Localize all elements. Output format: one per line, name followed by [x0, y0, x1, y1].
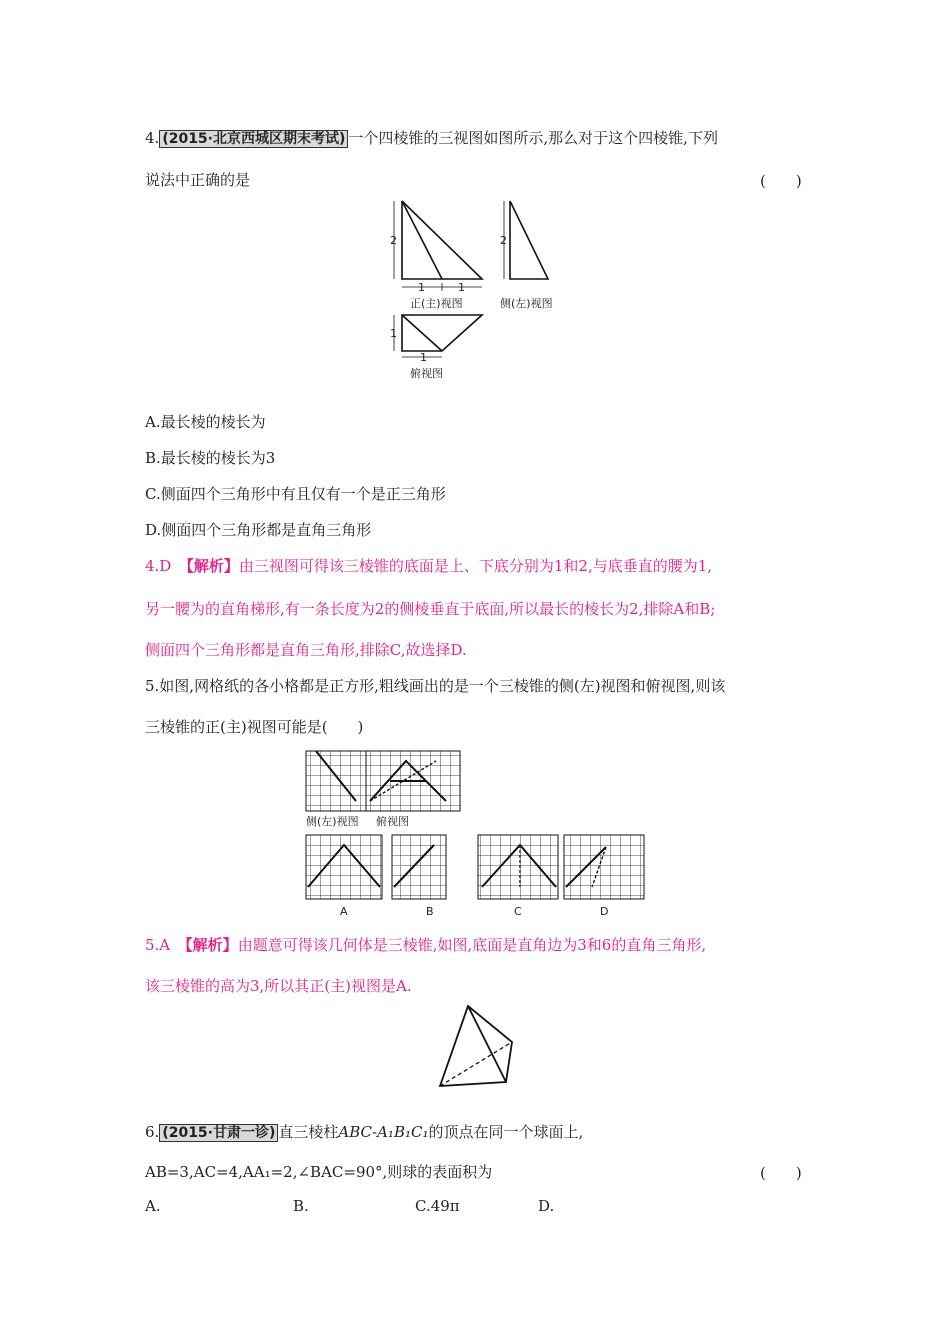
q4-side-view: [504, 201, 548, 279]
q4-answer-paren: ( ): [760, 172, 802, 190]
q4-number: 4.: [145, 129, 160, 147]
q6-option-d: D.: [538, 1197, 555, 1215]
q4-stem-line2: 说法中正确的是: [145, 171, 251, 189]
q5-side-caption: 侧(左)视图: [306, 815, 359, 828]
q5-pyramid-figure: [432, 1000, 522, 1095]
q6-number: 6.: [145, 1123, 160, 1141]
q4-answer-label: 4.D: [145, 557, 172, 575]
q5-analysis-tag: 【解析】: [185, 936, 238, 954]
q4-top-caption: 俯视图: [410, 367, 443, 380]
q5-choice-a-label: A: [340, 905, 348, 918]
q5-choice-d-grid: [564, 835, 644, 899]
q6-stem-a: 直三棱柱: [278, 1123, 339, 1141]
q4-stem1: 一个四棱锥的三视图如图所示,那么对于这个四棱锥,下列: [348, 129, 718, 147]
q5-choice-b-label: B: [426, 905, 434, 918]
q5-analysis-line1: [145, 935, 706, 955]
q5-grid-figure: [300, 745, 650, 920]
q4-option-c: C.侧面四个三角形中有且仅有一个是正三角形: [145, 485, 446, 503]
q4-analysis-tag: 【解析】: [186, 557, 239, 575]
q4-option-a: A.最长棱的棱长为: [145, 413, 266, 431]
q5-choice-d-label: D: [600, 905, 609, 918]
q5-choice-b-grid: [392, 835, 446, 899]
q5-side-view: [306, 751, 366, 811]
q6-answer-paren: ( ): [760, 1164, 802, 1182]
q5-stem-line2: 三棱锥的正(主)视图可能是( ): [145, 718, 364, 736]
q5-choice-c-label: C: [514, 905, 522, 918]
q4-front-dim-height: 2: [390, 234, 397, 247]
q4-front-dim-1: 1: [418, 281, 425, 294]
q4-analysis-line1: [145, 556, 712, 576]
q5-choice-a-grid: [306, 835, 382, 899]
q5-stem-line1: 5.如图,网格纸的各小格都是正方形,粗线画出的是一个三棱锥的侧(左)视图和俯视图,则该: [145, 677, 726, 695]
q6-option-b: B.: [293, 1197, 309, 1215]
q6-prism-name: ABC-A₁B₁C₁: [338, 1123, 429, 1141]
q5-top-view: [366, 751, 460, 811]
q4-three-view-figure: [388, 195, 568, 385]
q4-analysis-line3: 侧面四个三角形都是直角三角形,排除C,故选择D.: [145, 641, 467, 659]
q4-source-tag: (2015·北京西城区期末考试): [159, 130, 348, 148]
q4-top-dim-height: 1: [390, 327, 397, 340]
q5-choice-c-grid: [478, 835, 558, 899]
q5-answer-label: 5.A: [145, 936, 171, 954]
q5-analysis-line2: 该三棱锥的高为3,所以其正(主)视图是A.: [145, 977, 412, 995]
q4-front-dim-2: 1: [458, 281, 465, 294]
q5-analysis1: 由题意可得该几何体是三棱锥,如图,底面是直角边为3和6的直角三角形,: [237, 936, 707, 954]
q6-stem-b: 的顶点在同一个球面上,: [428, 1123, 584, 1141]
q6-stem-line1: [145, 1122, 583, 1143]
q4-analysis-line2: 另一腰为的直角梯形,有一条长度为2的侧棱垂直于底面,所以最长的棱长为2,排除A和B;: [145, 600, 716, 618]
q4-option-b: B.最长棱的棱长为3: [145, 449, 276, 467]
q4-top-dim-width: 1: [420, 351, 427, 364]
q4-front-caption: 正(主)视图: [410, 297, 463, 310]
q6-option-c: C.49π: [415, 1197, 460, 1215]
q4-side-caption: 侧(左)视图: [500, 297, 553, 310]
q4-analysis1: 由三视图可得该三棱锥的底面是上、下底分别为1和2,与底垂直的腰为1,: [238, 557, 713, 575]
q6-source-tag: (2015·甘肃一诊): [159, 1124, 278, 1142]
q4-option-d: D.侧面四个三角形都是直角三角形: [145, 521, 372, 539]
q6-option-a: A.: [145, 1197, 161, 1215]
q6-condition-line: AB=3,AC=4,AA₁=2,∠BAC=90°,则球的表面积为: [145, 1163, 493, 1181]
q4-top-view: [394, 315, 482, 357]
q4-side-dim-height: 2: [500, 234, 507, 247]
q4-stem-line1: [145, 128, 718, 149]
q5-top-caption: 俯视图: [376, 815, 409, 828]
q4-front-view: [394, 201, 482, 291]
